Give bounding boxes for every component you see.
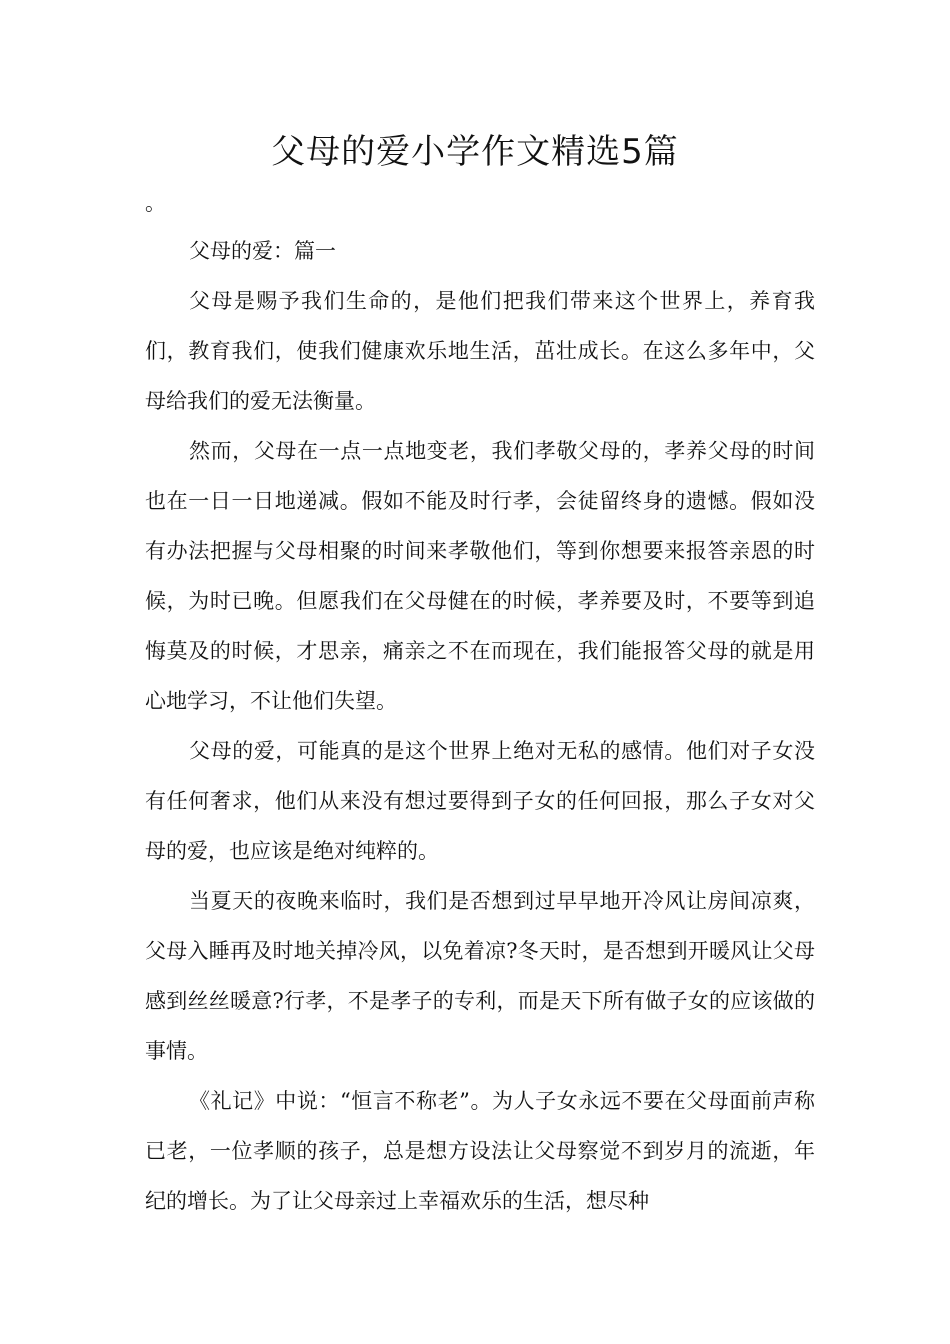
lead-mark: 。 [145, 191, 166, 215]
paragraph-3: 父母的爱，可能真的是这个世界上绝对无私的感情。他们对子女没有任何奢求，他们从来没有想过要得到子女的任何回报，那么子女对父母的爱，也应该是绝对纯粹的。 [145, 739, 815, 863]
paragraph-2: 然而，父母在一点一点地变老，我们孝敬父母的，孝养父母的时间也在一日一日地递减。假如不能及时行孝，会徒留终身的遗憾。假如没有办法把握与父母相聚的时间来孝敬他们，等到你想要来报答亲恩的时候，为时已晚。但愿我们在父母健在的时候，孝养要及时，不要等到追悔莫及的时候，才思亲，痛亲之不在而现在，我们能报答父母的就是用心地学习，不让他们失望。 [145, 439, 815, 713]
document-body [145, 226, 815, 1226]
paragraph-4: 当夏天的夜晚来临时，我们是否想到过早早地开冷风让房间凉爽，父母入睡再及时地关掉冷风，以免着凉?冬天时，是否想到开暖风让父母感到丝丝暖意?行孝，不是孝子的专利，而是天下所有做子女的应该做的事情。 [145, 889, 815, 1063]
paragraph-1: 父母是赐予我们生命的，是他们把我们带来这个世界上，养育我们，教育我们，使我们健康欢乐地生活，茁壮成长。在这么多年中，父母给我们的爱无法衡量。 [145, 289, 815, 413]
section-heading: 父母的爱：篇一 [189, 239, 336, 263]
document-title: 父母的爱小学作文精选5篇 [271, 132, 679, 172]
paragraph-5: 《礼记》中说：“恒言不称老”。为人子女永远不要在父母面前声称已老，一位孝顺的孩子，总是想方设法让父母察觉不到岁月的流逝，年纪的增长。为了让父母亲过上幸福欢乐的生活，想尽种 [145, 1089, 815, 1213]
